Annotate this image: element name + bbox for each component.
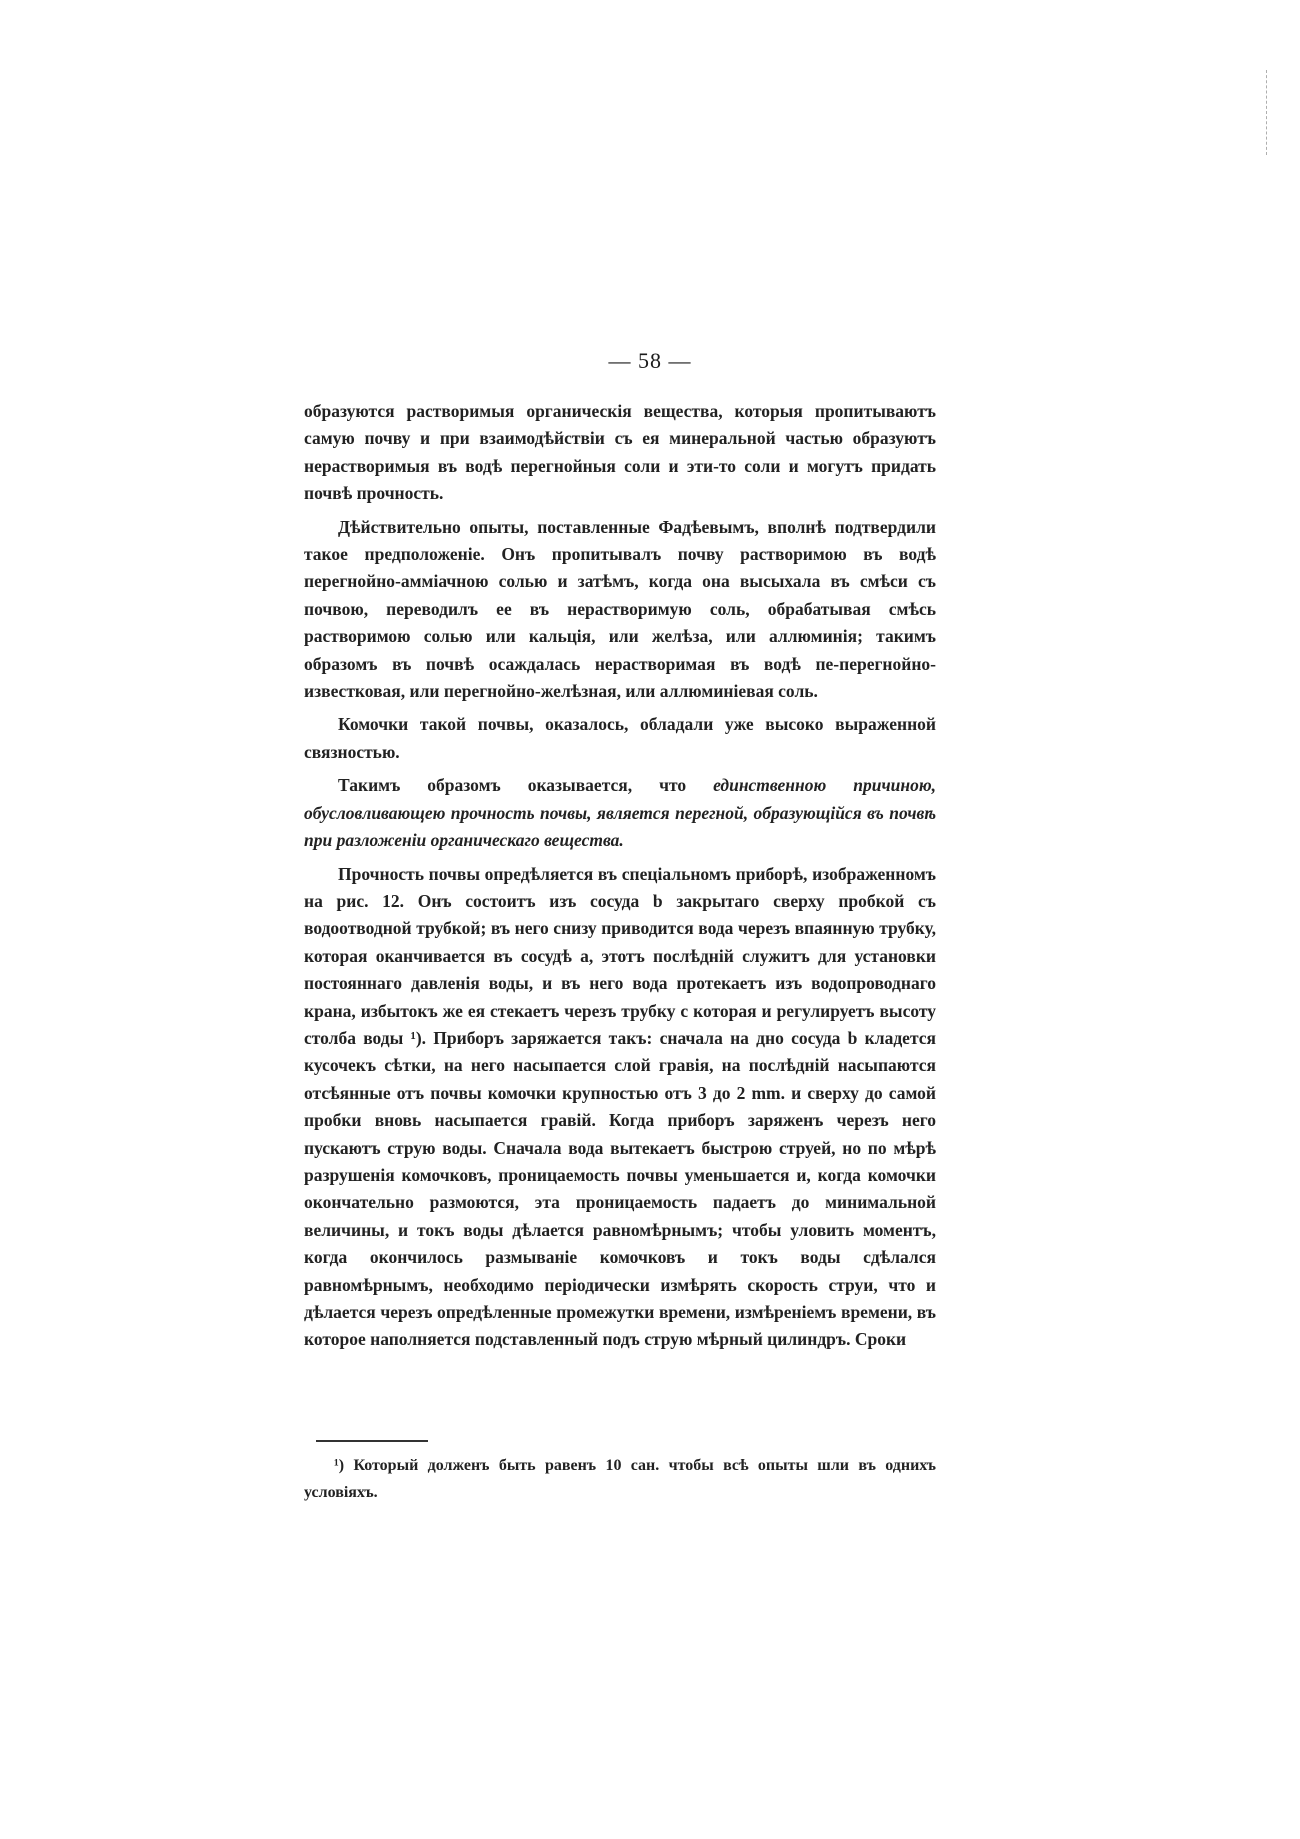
footnote-text: ¹) Который долженъ быть равенъ 10 сан. чтобы всѣ опыты шли въ однихъ условіяхъ. [304, 1457, 936, 1501]
paragraph-3: Комочки такой почвы, оказалось, обладали уже высоко выраженной связностью. [304, 714, 936, 762]
scan-edge-mark [1266, 70, 1269, 155]
paragraph-4-emphasis: единственною причиною, обусловливающею прочность почвы, является перегной, образующійся въ почвѣ при разложеніи органическаго вещества. [304, 775, 936, 851]
footnote-divider [316, 1440, 428, 1442]
paragraph-4 [304, 772, 936, 854]
paragraph-2: Дѣйствительно опыты, поставленные Фадѣевымъ, вполнѣ подтвердили такое предположеніе. Онъ пропитывалъ почву растворимою въ водѣ перегнойно-амміачною солью и затѣмъ, когда она высыхала въ смѣси съ почвою, переводилъ ее въ нерастворимую соль, обрабатывая смѣсь растворимою солью или кальція, или желѣза, или аллюминія; такимъ образомъ въ почвѣ осаждалась нерастворимая въ водѣ пе-перегнойно-известковая, или перегнойно-желѣзная, или аллюминіевая соль. [304, 516, 936, 702]
paragraph-4-lead: Такимъ образомъ оказывается, что [338, 775, 714, 796]
body-text [304, 398, 936, 1360]
footnote [304, 1452, 936, 1506]
paragraph-5: Прочность почвы опредѣляется въ спеціальномъ приборѣ, изображенномъ на рис. 12. Онъ состоитъ изъ сосуда b закрытаго сверху пробкой съ водоотводной трубкой; въ него снизу приводится вода черезъ впаянную трубку, которая оканчивается въ сосудѣ a, этотъ послѣдній служитъ для установки постояннаго давленія воды, и въ него вода протекаетъ изъ водопроводнаго крана, избытокъ же ея стекаетъ черезъ трубку c которая и регулируетъ высоту столба воды ¹). Приборъ заряжается такъ: сначала на дно сосуда b кладется кусочекъ сѣтки, на него насыпается слой гравія, на послѣдній насыпаются отсѣянные отъ почвы комочки крупностью отъ 3 до 2 mm. и сверху до самой пробки вновь насыпается гравій. Когда приборъ заряженъ черезъ него пускаютъ струю воды. Сначала вода вытекаетъ быстрою струей, но по мѣрѣ разрушенія комочковъ, проницаемость почвы уменьшается и, когда комочки окончательно размоются, эта проницаемость падаетъ до минимальной величины, и токъ воды дѣлается равномѣрнымъ; чтобы уловить моментъ, когда окончилось размываніе комочковъ и токъ воды сдѣлался равномѣрнымъ, необходимо періодически измѣрять скорость струи, что и дѣлается черезъ опредѣленные промежутки времени, измѣреніемъ времени, въ которое наполняется подставленный подъ струю мѣрный цилиндръ. Сроки [304, 863, 936, 1350]
page-number: — 58 — [608, 348, 692, 373]
paragraph-1: образуются растворимыя органическія вещества, которыя пропитываютъ самую почву и при взаимодѣйствіи съ ея минеральной частью образуютъ нерастворимыя въ водѣ перегнойныя соли и эти-то соли и могутъ придать почвѣ прочность. [304, 401, 936, 504]
